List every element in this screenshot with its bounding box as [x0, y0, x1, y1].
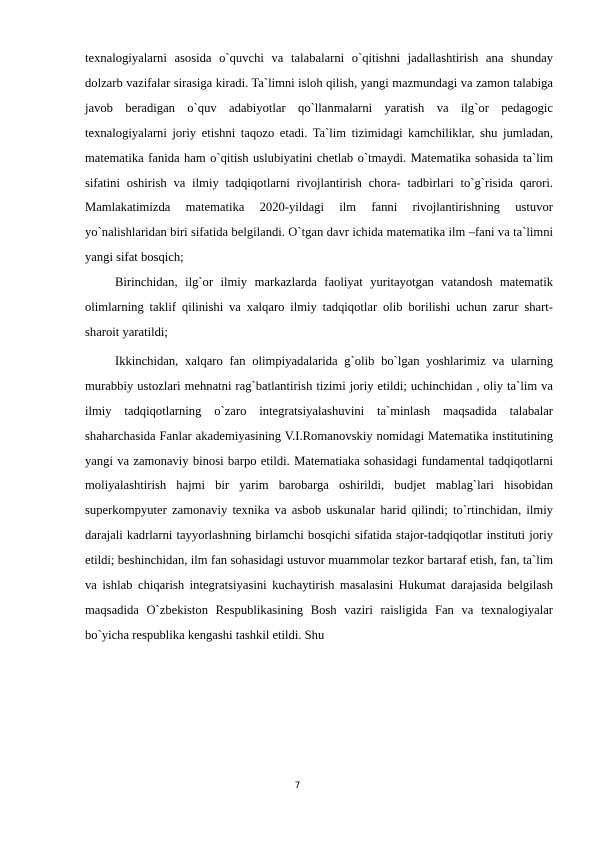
document-page — [85, 46, 553, 648]
paragraph-birinchidan: Birinchidan, ilg`or ilmiy markazlarda faoliyat yuritayotgan vatandosh matematik olimlarning taklif qilinishi va xalqaro ilmiy tadqiqotlar olib borilishi uchun zarur shart-sharoit yaratildi; — [85, 275, 553, 339]
page-number: 7 — [294, 781, 301, 791]
paragraph-ikkinchidan: Ikkinchidan, xalqaro fan olimpiyadalarida g`olib bo`lgan yoshlarimiz va ularning murabbiy ustozlari mehnatni rag`batlantirish tizimi joriy etildi; uchinchidan , oliy ta`lim va ilmiy tadqiqotlarning o`zaro integratsiyalashuvini ta`minlash maqsadida talabalar shaharchasida Fanlar akademiyasining V.I.Romanovskiy nomidagi Matematika institutining yangi va zamonaviy binosi barpo etildi. Matematiaka sohasidagi fundamental tadqiqotlarni moliyalashtirish hajmi bir yarim barobarga oshirildi, budjet mablag`lari hisobidan superkompyuter zamonaviy texnika va asbob uskunalar harid qilindi; to`rtinchidan, ilmiy darajali kadrlarni tayyorlashning birlamchi bosqichi sifatida stajor-tadqiqotlar instituti joriy etildi; beshinchidan, ilm fan sohasidagi ustuvor muammolar tezkor bartaraf etish, fan, ta`lim va ishlab chiqarish integratsiyasini kuchaytirish masalasini Hukumat darajasida belgilash maqsadida O`zbekiston Respublikasining Bosh vaziri raisligida Fan va texnalogiyalar bo`yicha respublika kengashi tashkil etildi. Shu — [85, 353, 553, 642]
paragraph-continuation: texnalogiyalarni asosida o`quvchi va talabalarni o`qitishni jadallashtirish ana shunday dolzarb vazifalar sirasiga kiradi. Ta`limni isloh qilish, yangi mazmundagi va zamon talabiga javob beradigan o`quv adabiyotlar qo`llanmalarni yaratish va ilg`or pedagogic texnalogiyalarni joriy etishni taqozo etadi. Ta`lim tizimidagi kamchiliklar, shu jumladan, matematika fanida ham o`qitish uslubiyatini chetlab o`tmaydi. Matematika sohasida ta`lim sifatini oshirish va ilmiy tadqiqotlarni rivojlantirish chora- tadbirlari to`g`risida qarori. Mamlakatimizda matematika 2020-yildagi ilm fanni rivojlantirishning ustuvor yo`nalishlaridan biri sifatida belgilandi. O`tgan davr ichida matematika ilm –fani va ta`limni yangi sifat bosqich; — [85, 51, 553, 265]
